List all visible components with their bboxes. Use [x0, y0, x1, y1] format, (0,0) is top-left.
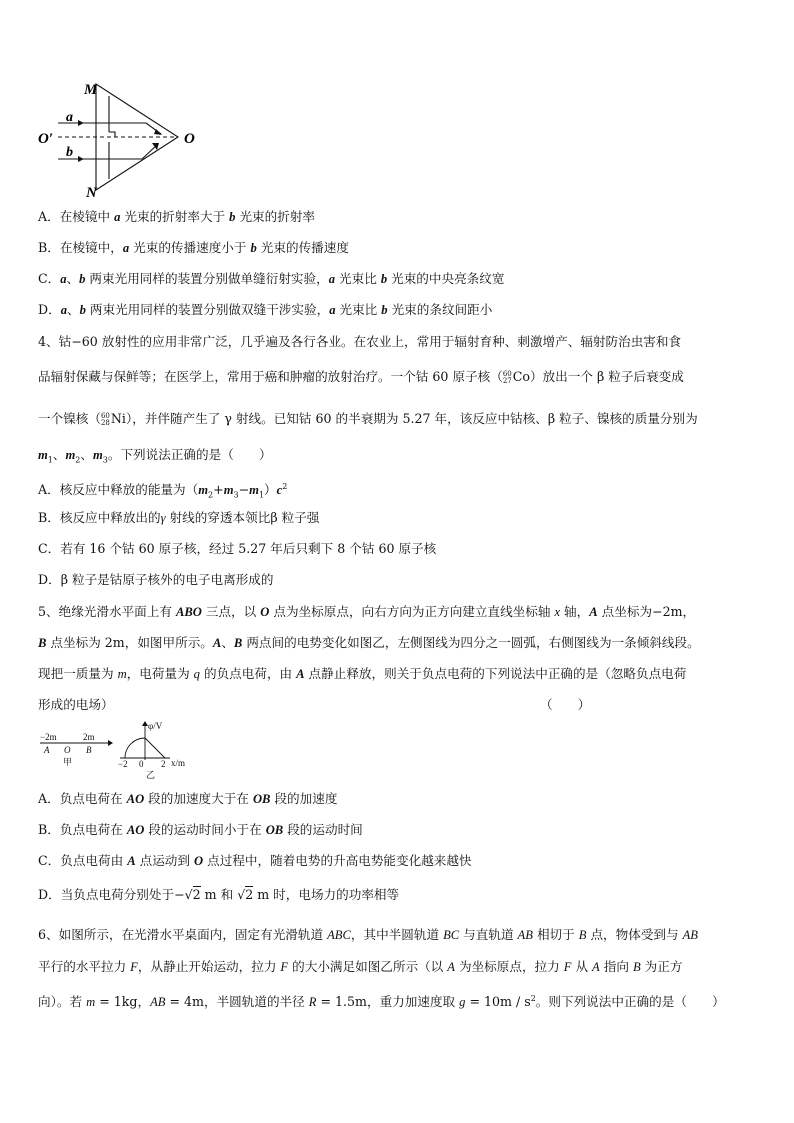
jia-label-A: A — [44, 745, 50, 755]
label-b: b — [66, 145, 73, 160]
q5-figures — [38, 720, 208, 780]
yi-slope — [145, 738, 165, 758]
jia-right-coord: 2m — [83, 732, 95, 742]
q6-stem-line-1: 6、如图所示，在光滑水平桌面内，固定有光滑轨道 ABC，其中半圆轨道 BC 与直轨道 AB 相切于 B 点，物体受到与 AB — [38, 927, 698, 942]
q3-option-b: B．在棱镜中，a 光束的传播速度小于 b 光束的传播速度 — [38, 240, 349, 255]
label-a: a — [66, 110, 73, 125]
q4-stem-line-2: 品辐射保藏与保鲜等；在医学上，常用于癌和肿瘤的放射治疗。一个钴 60 原子核（ 60 27 Co）放出一个 β 粒子后衰变成 — [38, 369, 684, 385]
yi-arc — [125, 738, 145, 758]
q4-stem-line-3: 一个镍核（ 60 28 Ni），并伴随产生了 γ 射线。已知钴 60 的半衰期为 5.27 年，该反应中钴核、β 粒子、镍核的质量分别为 — [38, 411, 698, 427]
sqrt-symbol: √ — [237, 887, 246, 902]
q3-option-d: D．a、b 两束光用同样的装置分别做双缝干涉实验，a 光束比 b 光束的条纹间距小 — [38, 302, 493, 317]
q5-stem-line-1: 5、绝缘光滑水平面上有 ABO 三点，以 O 点为坐标原点，向右方向为正方向建立直线坐标轴 x 轴，A 点坐标为−2m， — [38, 604, 696, 619]
label-O: O — [184, 131, 195, 147]
q5-stem-line-3: 现把一质量为 m，电荷量为 q 的负点电荷，由 A 点静止释放，则关于负点电荷的下列说法中正确的是（忽略负点电荷 — [38, 666, 687, 681]
jia-axis-arrow — [108, 740, 113, 746]
q6-stem-line-3: 向）。若 m = 1kg，AB = 4m，半圆轨道的半径 R = 1.5m，重力加速度取 $g = 10m / s^2$。则下列说法中正确的是（ ） — [38, 994, 725, 1010]
q4-option-a: A．核反应中释放的能量为$(m_2+m_3-m_1)c^2$ — [38, 482, 288, 500]
yi-tick-0: 0 — [139, 759, 144, 769]
arrow-a-head — [78, 120, 84, 126]
yi-xlabel: x/m — [171, 758, 186, 768]
yi-tick-2: 2 — [161, 759, 166, 769]
q5-option-a: A．负点电荷在 AO 段的加速度大于在 OB 段的加速度 — [38, 791, 338, 806]
label-N: N — [86, 185, 97, 200]
q4-stem-line-4: $m_1$、$m_2$、$m_3$。下列说法正确的是（ ） — [38, 447, 272, 465]
jia-left-coord: −2m — [40, 732, 57, 742]
q5-option-b: B．负点电荷在 AO 段的运动时间小于在 OB 段的运动时间 — [38, 822, 363, 837]
q5-option-d: D．当负点电荷分别处于−√2 m 和 √2 m 时，电场力的功率相等 — [38, 887, 400, 902]
q4-option-b: B．核反应中释放出的γ 射线的穿透本领比β 粒子强 — [38, 510, 320, 525]
yi-caption: 乙 — [146, 770, 156, 780]
q4-option-c: C．若有 16 个钴 60 原子核，经过 5.27 年后只剩下 8 个钴 60 原子核 — [38, 541, 437, 556]
yi-ylabel: φ/V — [148, 721, 163, 731]
q3-option-a: A．在棱镜中 a 光束的折射率大于 b 光束的折射率 — [38, 209, 316, 224]
q5-stem-line-2: B 点坐标为 2m，如图甲所示。A、B 两点间的电势变化如图乙，左侧图线为四分之一圆弧，右侧图线为一条倾斜线段。 — [38, 635, 700, 650]
prism-figure — [36, 76, 206, 200]
q3-option-c: C．a、b 两束光用同样的装置分别做单缝衍射实验，a 光束比 b 光束的中央亮条纹宽 — [38, 271, 505, 286]
jia-caption: 甲 — [63, 757, 73, 767]
q6-stem-line-2: 平行的水平拉力 F，从静止开始运动，拉力 F 的大小满足如图乙所示（以 A 为坐标原点，拉力 F 从 A 指向 B 为正方 — [38, 959, 683, 974]
q5-option-c: C．负点电荷由 A 点运动到 O 点过程中，随着电势的升高电势能变化越来越快 — [38, 853, 472, 868]
arrow-b-head — [78, 156, 84, 162]
q4-stem-line-1: 4、钴−60 放射性的应用非常广泛，几乎遍及各行各业。在农业上，常用于辐射育种、刺激增产、辐射防治虫害和食 — [38, 334, 682, 349]
label-M: M — [84, 82, 98, 98]
cobalt-isotope-numbers: 60 27 — [502, 369, 512, 385]
q5-stem-line-4: 形成的电场） — [38, 697, 114, 712]
q5-answer-bracket: （ ） — [540, 697, 591, 712]
jia-label-O: O — [64, 745, 71, 755]
yi-tick-neg2: −2 — [118, 759, 128, 769]
right-angle-mark — [109, 132, 115, 137]
label-O-prime: O′ — [38, 131, 54, 147]
sqrt-symbol: √ — [184, 887, 193, 902]
jia-label-B: B — [86, 745, 92, 755]
q4-option-d: D．β 粒子是钴原子核外的电子电离形成的 — [38, 572, 274, 587]
nickel-isotope-numbers: 60 28 — [100, 411, 110, 427]
